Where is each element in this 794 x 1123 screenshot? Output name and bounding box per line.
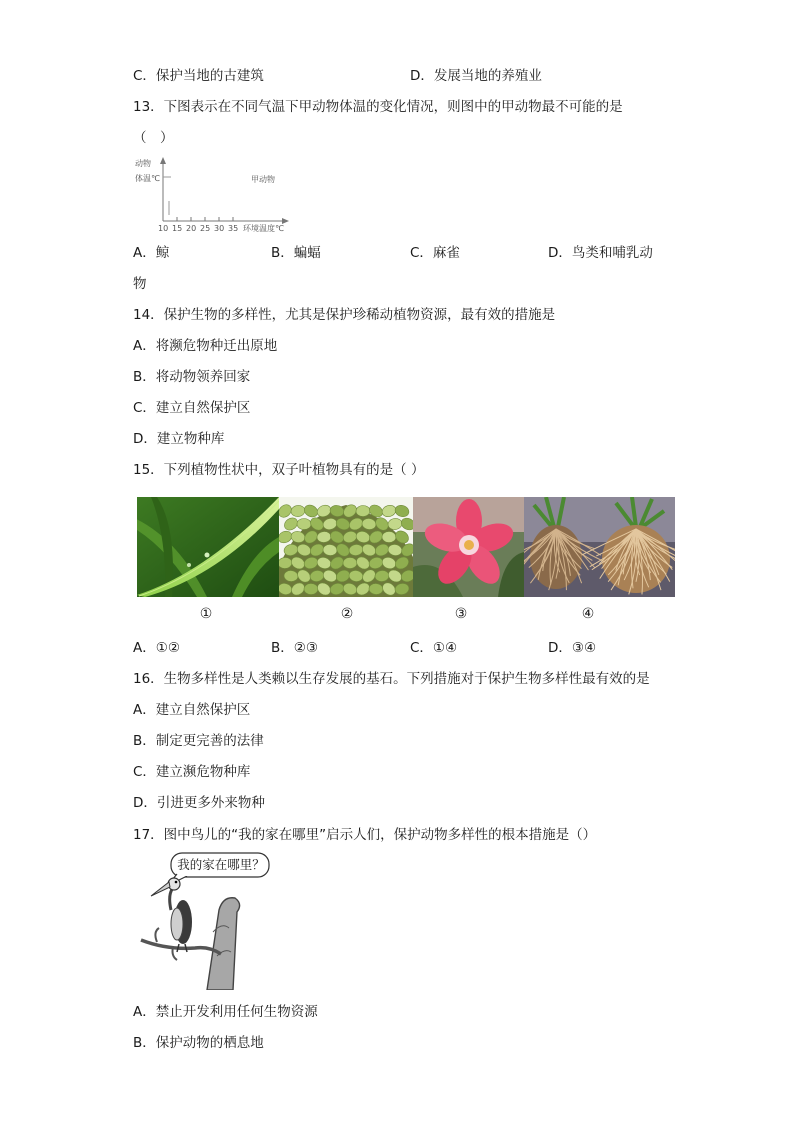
q14-option-c: C．建立自然保护区 bbox=[133, 400, 251, 416]
q15-photo-beans bbox=[279, 497, 413, 597]
q12-option-d: D．发展当地的养殖业 bbox=[410, 68, 542, 84]
q13-option-d: D．鸟类和哺乳动 bbox=[548, 245, 653, 261]
q13-x-tick-label: 25 bbox=[200, 224, 211, 233]
bean-shape bbox=[304, 583, 318, 594]
q13-chart bbox=[133, 155, 303, 235]
q16-stem: 16．生物多样性是人类赖以生存发展的基石。下列措施对于保护生物多样性最有效的是 bbox=[133, 671, 650, 687]
q15-photo-flower bbox=[413, 497, 524, 597]
q16-option-d: D．引进更多外来物种 bbox=[133, 795, 265, 811]
q14-option-b: B．将动物领养回家 bbox=[133, 369, 251, 385]
q13-y-label-2: 体温℃ bbox=[135, 174, 160, 183]
q13-option-d-cont: 物 bbox=[133, 276, 147, 292]
q15-option-c: C．①④ bbox=[410, 640, 458, 656]
bean-shape bbox=[343, 558, 357, 569]
q15-caption-4: ④ bbox=[581, 606, 595, 622]
q15-photo-leaf bbox=[137, 497, 279, 597]
q13-x-label: 环境温度℃ bbox=[243, 224, 284, 233]
q15-photo-roots bbox=[524, 497, 675, 597]
q14-option-d: D．建立物种库 bbox=[133, 431, 225, 447]
bean-shape bbox=[297, 518, 311, 529]
q13-option-b: B．蝙蝠 bbox=[271, 245, 321, 261]
q14-option-a: A．将濒危物种迁出原地 bbox=[133, 338, 278, 354]
q15-caption-1: ① bbox=[199, 606, 213, 622]
q13-x-tick-label: 35 bbox=[228, 224, 239, 233]
q15-option-b: B．②③ bbox=[271, 640, 318, 656]
q17-bubble-text: 我的家在哪里？ bbox=[177, 857, 265, 872]
q15-option-a: A．①② bbox=[133, 640, 180, 656]
q13-paren: （ ） bbox=[133, 130, 174, 146]
q16-option-a: A．建立自然保护区 bbox=[133, 702, 251, 718]
q13-x-tick-label: 15 bbox=[172, 224, 183, 233]
q13-series-label: 甲动物 bbox=[251, 175, 275, 184]
q17-option-b: B．保护动物的栖息地 bbox=[133, 1035, 264, 1051]
q13-x-tick-label: 10 bbox=[158, 224, 169, 233]
q13-x-tick-label: 20 bbox=[186, 224, 197, 233]
q15-caption-3: ③ bbox=[454, 606, 468, 622]
bean-shape bbox=[382, 531, 396, 542]
q13-option-c: C．麻雀 bbox=[410, 245, 460, 261]
q14-stem: 14．保护生物的多样性，尤其是保护珍稀动植物资源，最有效的措施是 bbox=[133, 307, 556, 323]
q13-stem: 13．下图表示在不同气温下甲动物体温的变化情况，则图中的甲动物最不可能的是 bbox=[133, 99, 623, 115]
q17-option-a: A．禁止开发利用任何生物资源 bbox=[133, 1004, 318, 1020]
q16-option-b: B．制定更完善的法律 bbox=[133, 733, 264, 749]
q13-x-tick-label: 30 bbox=[214, 224, 225, 233]
q15-option-d: D．③④ bbox=[548, 640, 597, 656]
q12-option-c: C．保护当地的古建筑 bbox=[133, 68, 264, 84]
q17-cartoon bbox=[137, 852, 272, 990]
q13-option-a: A．鲸 bbox=[133, 245, 170, 261]
q17-stem: 17．图中鸟儿的“我的家在哪里”启示人们，保护动物多样性的根本措施是（） bbox=[133, 827, 597, 843]
q15-caption-2: ② bbox=[340, 606, 354, 622]
q13-y-label-1: 动物 bbox=[135, 159, 151, 168]
q16-option-c: C．建立濒危物种库 bbox=[133, 764, 251, 780]
q15-stem: 15．下列植物性状中，双子叶植物具有的是（ ） bbox=[133, 462, 425, 478]
